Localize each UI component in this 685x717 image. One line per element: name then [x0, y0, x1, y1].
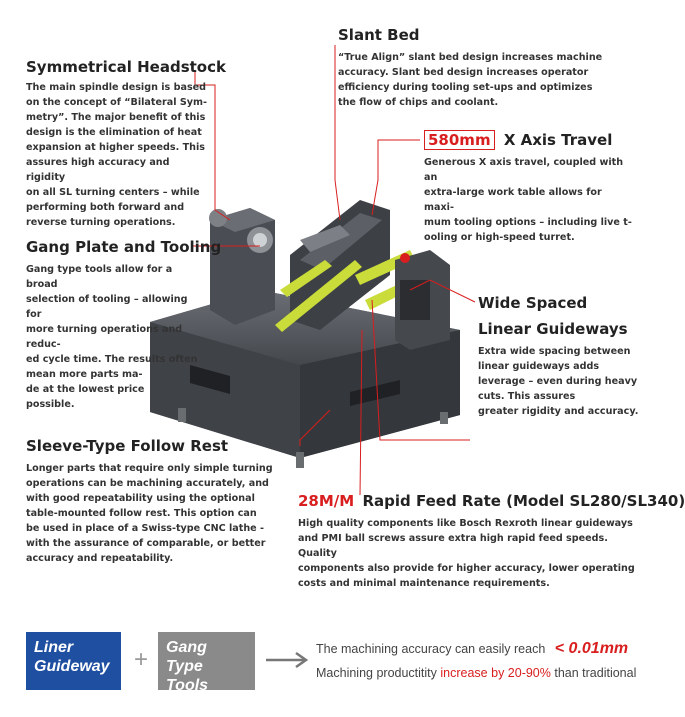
text-line: design is the elimination of heat — [26, 127, 202, 138]
text-line: Extra wide spacing between — [478, 346, 631, 357]
follow-rest-title: Sleeve-Type Follow Rest — [26, 437, 229, 455]
rapid-feed-label: Rapid Feed Rate (Model SL280/SL340) — [362, 492, 685, 510]
accuracy-line — [316, 640, 628, 658]
text-line: Generous X axis travel, coupled with an — [424, 157, 624, 183]
text-line: the flow of chips and coolant. — [338, 97, 499, 108]
x-axis-value: 580mm — [424, 130, 495, 150]
text-line: Longer parts that require only simple turning — [26, 463, 273, 474]
badge-line: Guideway — [34, 658, 110, 675]
liner-guideway-badge — [26, 632, 121, 690]
headstock-title: Symmetrical Headstock — [26, 58, 226, 76]
productivity-line — [316, 666, 636, 680]
productivity-text: Machining productitity — [316, 666, 437, 680]
text-line: costs and minimal maintenance requirements. — [298, 578, 550, 589]
text-line: table-mounted follow rest. This option can — [26, 508, 257, 519]
gang-plate-title: Gang Plate and Tooling — [26, 238, 222, 256]
text-line: accuracy. Slant bed design increases operator — [338, 67, 589, 78]
badge-line: Gang Type — [166, 639, 207, 675]
text-line: mean more parts ma- — [26, 369, 143, 380]
text-line: Gang type tools allow for a broad — [26, 264, 173, 290]
accuracy-text: The machining accuracy can easily reach — [316, 642, 546, 656]
text-line: assures high accuracy and rigidity — [26, 157, 170, 183]
text-line: expansion at higher speeds. This — [26, 142, 205, 153]
text-line: more turning operations and reduc- — [26, 324, 183, 350]
text-line: on all SL turning centers – while — [26, 187, 200, 198]
text-line: metry”. The major benefit of this — [26, 112, 206, 123]
guideways-title-1: Wide Spaced — [478, 294, 588, 312]
rapid-feed-desc — [298, 516, 643, 591]
accuracy-value: < 0.01mm — [554, 640, 629, 657]
productivity-highlight: increase by 20-90% — [440, 666, 551, 680]
text-line: possible. — [26, 399, 75, 410]
text-line: extra-large work table allows for maxi- — [424, 187, 602, 213]
text-line: with the assurance of comparable, or better — [26, 538, 266, 549]
rapid-feed-value: 28M/M — [298, 492, 355, 510]
rapid-feed-title — [298, 492, 685, 510]
badge-line: Tools — [166, 677, 209, 694]
text-line: leverage – even during heavy — [478, 376, 638, 387]
guideways-desc — [478, 344, 643, 419]
headstock-desc — [26, 80, 211, 230]
slant-bed-title: Slant Bed — [338, 26, 420, 44]
text-line: cuts. This assures — [478, 391, 576, 402]
text-line: be used in place of a Swiss-type CNC lathe - — [26, 523, 264, 534]
productivity-post: than traditional — [554, 666, 637, 680]
text-line: “True Align” slant bed design increases machine — [338, 52, 603, 63]
text-line: mum tooling options – including live t- — [424, 217, 632, 228]
text-line: selection of tooling – allowing for — [26, 294, 188, 320]
text-line: on the concept of “Bilateral Sym- — [26, 97, 207, 108]
text-line: The main spindle design is based — [26, 82, 207, 93]
text-line: performing both forward and — [26, 202, 185, 213]
gang-plate-desc — [26, 262, 206, 412]
text-line: with good repeatability using the optional — [26, 493, 255, 504]
x-axis-label: X Axis Travel — [503, 131, 613, 149]
arrow-right-icon — [264, 650, 310, 670]
text-line: and PMI ball screws assure extra high rapid feed speeds. Quality — [298, 533, 608, 559]
guideways-title-2: Linear Guideways — [478, 320, 628, 338]
text-line: efficiency during tooling set-ups and optimizes — [338, 82, 593, 93]
text-line: components also provide for higher accuracy, lower operating — [298, 563, 635, 574]
badge-line: Liner — [34, 639, 74, 656]
x-axis-desc — [424, 155, 634, 245]
gang-type-tools-badge — [158, 632, 255, 694]
plus-sign: + — [134, 646, 149, 673]
x-axis-title — [424, 131, 612, 149]
text-line: operations can be machining accurately, and — [26, 478, 269, 489]
text-line: reverse turning operations. — [26, 217, 176, 228]
text-line: linear guideways adds — [478, 361, 600, 372]
follow-rest-desc — [26, 461, 276, 566]
text-line: greater rigidity and accuracy. — [478, 406, 639, 417]
slant-bed-desc — [338, 50, 603, 110]
text-line: de at the lowest price — [26, 384, 145, 395]
text-line: ooling or high-speed turret. — [424, 232, 575, 243]
text-line: High quality components like Bosch Rexroth linear guideways — [298, 518, 633, 529]
text-line: ed cycle time. The results often — [26, 354, 198, 365]
text-line: accuracy and repeatability. — [26, 553, 174, 564]
